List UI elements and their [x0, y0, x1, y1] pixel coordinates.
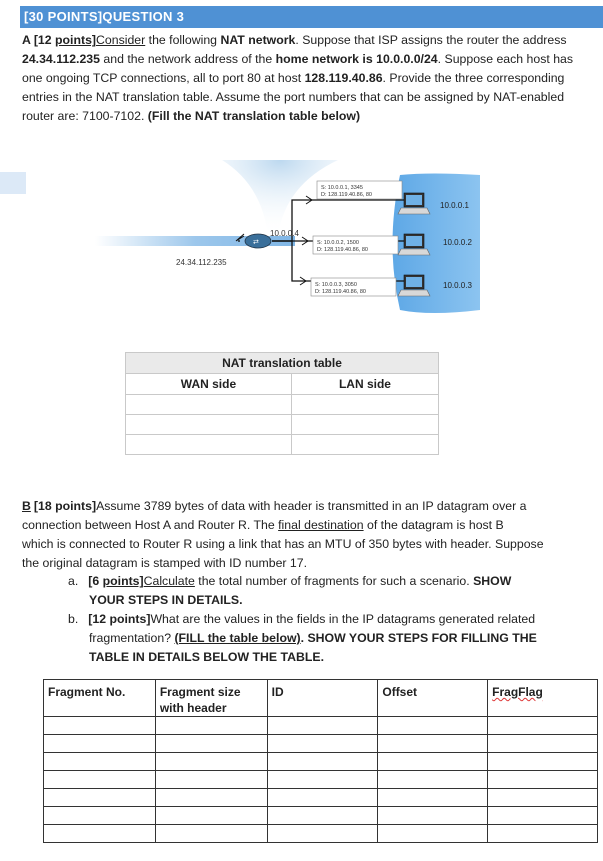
table-row — [44, 753, 598, 771]
nat-table-row — [126, 395, 439, 415]
col-fragment-no: Fragment No. — [44, 680, 156, 717]
col-id: ID — [267, 680, 378, 717]
table-row — [44, 825, 598, 843]
packet-2-source: S: 10.0.0.2, 1500 — [317, 240, 359, 246]
part-b-text: B [18 points]Assume 3789 bytes of data with header is transmitted in an IP datagram over a connection between Host A and Router R. The final destination of the datagram is host B which is connected to Router R using a link that has an MTU of 350 bytes with header. Suppose the original datagram is stamped with ID number 17. — [22, 499, 544, 570]
lan-side-header: LAN side — [291, 374, 438, 395]
host-1-ip-label: 10.0.0.1 — [440, 201, 469, 210]
question-title: [30 POINTS]QUESTION 3 — [24, 9, 185, 24]
col-fragflag: FragFlag — [488, 680, 598, 717]
nat-table-title: NAT translation table — [126, 353, 439, 374]
packet-2-dest: D: 128.119.40.86, 80 — [317, 247, 368, 253]
table-row — [44, 807, 598, 825]
col-offset: Offset — [378, 680, 488, 717]
table-row — [44, 717, 598, 735]
lan-cell[interactable] — [291, 395, 438, 415]
part-a-text: A [12 points]Consider the following NAT network. Suppose that ISP assigns the router the address 24.34.112.235 and the network address of the home network is 10.0.0.0/24. Suppose each host has one ongoing TCP connections, all to port 80 at host 128.119.40.86. Provide the three corresponding entries in the NAT translation table. Assume the port numbers that can be assigned by NAT-enabled router are: 7100-7102. (Fill the NAT translation table below) — [22, 33, 574, 123]
table-row — [44, 735, 598, 753]
col-fragment-size: Fragment size with header — [155, 680, 267, 717]
table-row — [44, 771, 598, 789]
isp-ip-label: 24.34.112.235 — [176, 258, 227, 267]
part-b-item-a: a. [6 points]Calculate the total number of fragments for such a scenario. SHOW YOUR STEPS IN DETAILS. — [68, 574, 512, 607]
table-row — [44, 789, 598, 807]
packet-1-dest: D: 128.119.40.86, 80 — [321, 192, 372, 198]
packet-3-source: S: 10.0.0.3, 3050 — [315, 282, 357, 288]
lan-cell[interactable] — [291, 435, 438, 455]
svg-text:⇄: ⇄ — [253, 239, 259, 246]
packet-1-source: S: 10.0.0.1, 3345 — [321, 185, 363, 191]
part-b-item-b: b. [12 points]What are the values in the fields in the IP datagrams generated related fragmentation? (FILL the table below). SHOW YOUR STEPS FOR FILLING THE TABLE IN DETAILS BELOW THE TABLE. — [68, 612, 537, 664]
wan-cell[interactable] — [126, 415, 292, 435]
wan-cell[interactable] — [126, 395, 292, 415]
host-2-ip-label: 10.0.0.2 — [443, 238, 472, 247]
wan-cell[interactable] — [126, 435, 292, 455]
host-3-ip-label: 10.0.0.3 — [443, 281, 472, 290]
fragment-table — [43, 679, 598, 843]
nat-network-diagram — [0, 0, 603, 340]
nat-translation-table — [125, 352, 439, 455]
nat-table-row — [126, 435, 439, 455]
wan-side-header: WAN side — [126, 374, 292, 395]
nat-table-row — [126, 415, 439, 435]
lan-cell[interactable] — [291, 415, 438, 435]
packet-3-dest: D: 128.119.40.86, 80 — [315, 289, 366, 295]
router-ip-label: 10.0.0.4 — [270, 229, 299, 238]
